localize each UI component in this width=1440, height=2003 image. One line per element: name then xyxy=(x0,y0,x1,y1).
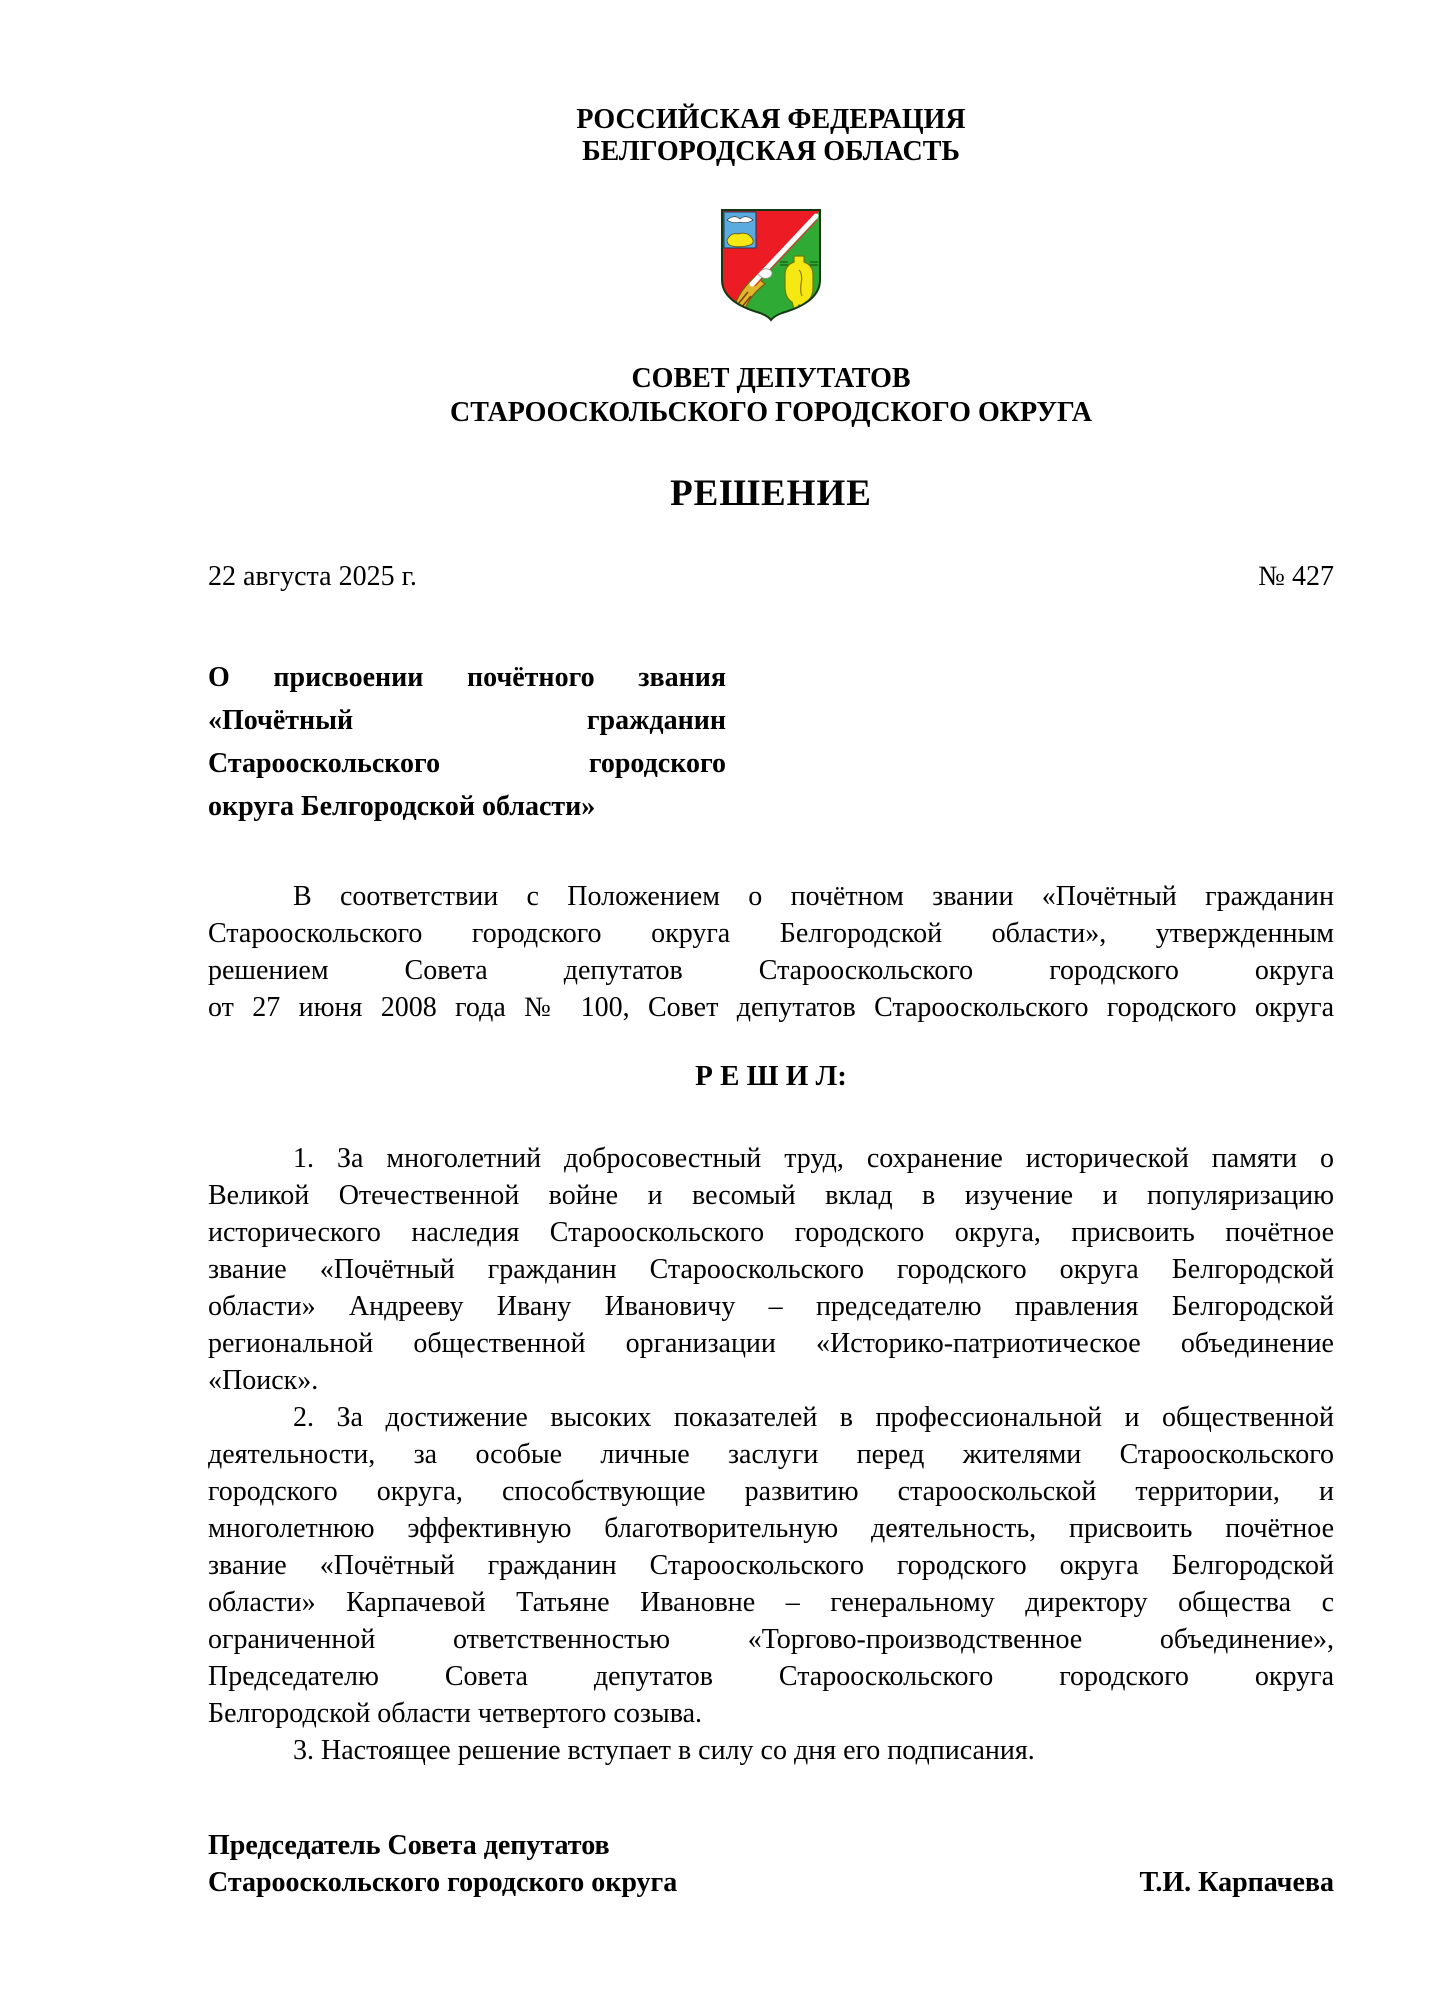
intro-line: решением Совета депутатов Старооскольского городского округа xyxy=(208,955,1334,986)
header-country: РОССИЙСКАЯ ФЕДЕРАЦИЯ xyxy=(576,104,966,135)
signature-name: Т.И. Карпачева xyxy=(1139,1867,1334,1898)
item-2-line: Белгородской области четвертого созыва. xyxy=(208,1698,702,1729)
item-1-line: звание «Почётный гражданин Старооскольского городского округа Белгородской xyxy=(208,1254,1334,1285)
item-1-line: исторического наследия Старооскольского городского округа, присвоить почётное xyxy=(208,1217,1334,1248)
signature-row xyxy=(208,1864,1334,1901)
doc-number: № 427 xyxy=(1258,561,1334,592)
item-1-line: 1. За многолетний добросовестный труд, сохранение исторической памяти о xyxy=(293,1143,1334,1174)
item-3-line: 3. Настоящее решение вступает в силу со дня его подписания. xyxy=(293,1735,1035,1766)
intro-line: Старооскольского городского округа Белгородской области», утвержденным xyxy=(208,918,1334,949)
item-2-line: многолетнюю эффективную благотворительную деятельность, присвоить почётное xyxy=(208,1513,1334,1544)
item-2-line: звание «Почётный гражданин Старооскольского городского округа Белгородской xyxy=(208,1550,1334,1581)
intro-paragraph xyxy=(208,878,1334,1026)
item-1-line: области» Андрееву Ивану Ивановичу – председателю правления Белгородской xyxy=(208,1291,1334,1322)
emblem-lion xyxy=(727,233,753,247)
signature-title-line2: Старооскольского городского округа xyxy=(208,1867,678,1898)
org-name-line1: СОВЕТ ДЕПУТАТОВ xyxy=(631,363,911,394)
item-2-paragraph xyxy=(208,1399,1334,1732)
doc-date: 22 августа 2025 г. xyxy=(208,561,417,592)
items-block xyxy=(208,1140,1334,1769)
org-name-line2: СТАРООСКОЛЬСКОГО ГОРОДСКОГО ОКРУГА xyxy=(450,397,1092,428)
item-1-line: Великой Отечественной войне и весомый вклад в изучение и популяризацию xyxy=(208,1180,1334,1211)
doc-type-title: РЕШЕНИЕ xyxy=(670,473,872,514)
resolved-heading: Р Е Ш И Л: xyxy=(695,1060,847,1092)
signature-title-line1: Председатель Совета депутатов xyxy=(208,1830,610,1861)
item-2-line: 2. За достижение высоких показателей в профессиональной и общественной xyxy=(293,1402,1334,1433)
item-2-line: области» Карпачевой Татьяне Ивановне – генеральному директору общества с xyxy=(208,1587,1334,1618)
coat-of-arms-icon xyxy=(716,204,826,322)
subject-line: «Почётный гражданин xyxy=(208,705,726,736)
item-2-line: ограниченной ответственностью «Торгово-производственное объединение», xyxy=(208,1624,1334,1655)
subject-block xyxy=(208,656,726,828)
item-2-line: деятельности, за особые личные заслуги перед жителями Старооскольского xyxy=(208,1439,1334,1470)
item-3-paragraph xyxy=(208,1732,1334,1769)
item-2-line: городского округа, способствующие развитию старооскольской территории, и xyxy=(208,1476,1334,1507)
header-region: БЕЛГОРОДСКАЯ ОБЛАСТЬ xyxy=(582,136,960,167)
item-1-line: «Поиск». xyxy=(208,1365,319,1396)
doc-meta-row xyxy=(208,560,1334,594)
item-2-line: Председателю Совета депутатов Старооскольского городского округа xyxy=(208,1661,1334,1692)
subject-line: Старооскольского городского xyxy=(208,748,726,779)
subject-line: О присвоении почётного звания xyxy=(208,662,726,693)
item-1-paragraph xyxy=(208,1140,1334,1399)
item-1-line: региональной общественной организации «Историко-патриотическое объединение xyxy=(208,1328,1334,1359)
intro-line: от 27 июня 2008 года № 100, Совет депутатов Старооскольского городского округа xyxy=(208,992,1334,1023)
subject-line: округа Белгородской области» xyxy=(208,791,596,822)
signature-block xyxy=(208,1827,1334,1901)
intro-line: В соответствии с Положением о почётном звании «Почётный гражданин xyxy=(293,881,1334,912)
